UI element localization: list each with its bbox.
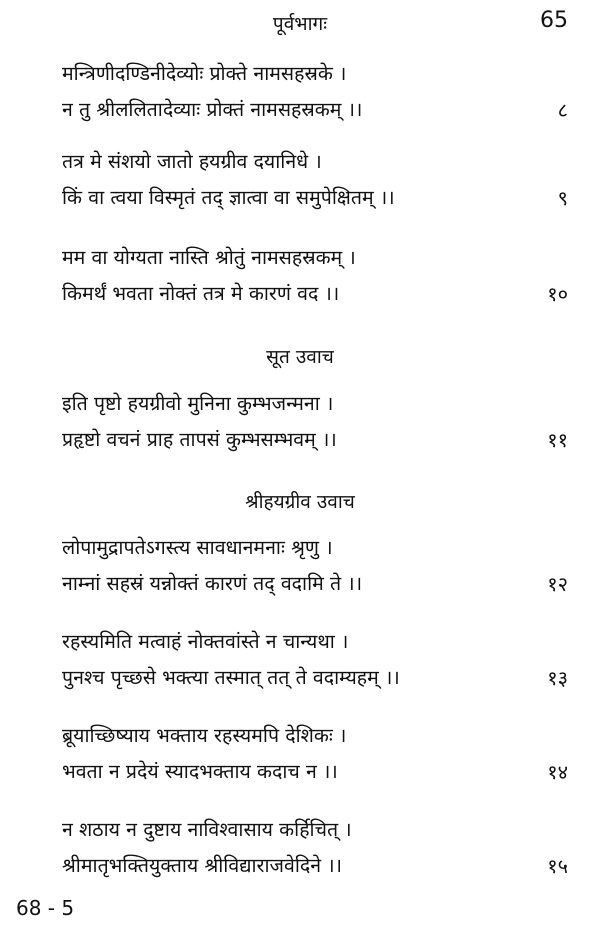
verse-line: न तु श्रीललितादेव्याः प्रोक्तं नामसहस्रकम् ।। ८ bbox=[62, 92, 582, 128]
verse-8 bbox=[62, 56, 582, 128]
verse-12 bbox=[62, 530, 582, 602]
verse-number: ११ bbox=[547, 428, 568, 452]
verse-number: ९ bbox=[557, 186, 568, 210]
verse-line: किं वा त्वया विस्मृतं तद् ज्ञात्वा वा समुपेक्षितम् ।। ९ bbox=[62, 180, 582, 216]
verse-line: किमर्थं भवता नोक्तं तत्र मे कारणं वद ।। १० bbox=[62, 276, 582, 312]
verse-line: लोपामुद्रापतेऽगस्त्य सावधानमनाः श्रृणु । bbox=[62, 536, 333, 559]
verse-line: मन्त्रिणीदण्डिनीदेव्योः प्रोक्ते नामसहस्रके । bbox=[62, 62, 347, 85]
verse-11 bbox=[62, 386, 582, 458]
footer-label: 68 - 5 bbox=[16, 896, 75, 920]
verse-number: १५ bbox=[547, 854, 568, 878]
verse-number: १० bbox=[547, 282, 568, 306]
verse-number: १२ bbox=[547, 572, 568, 596]
verse-line: तत्र मे संशयो जातो हयग्रीव दयानिधे । bbox=[62, 150, 322, 173]
verse-line: प्रहृष्टो वचनं प्राह तापसं कुम्भसम्भवम् ।। ११ bbox=[62, 422, 582, 458]
verse-number: १३ bbox=[547, 666, 568, 690]
verse-line: नाम्नां सहस्रं यन्नोक्तं कारणं तद् वदामि ते ।। १२ bbox=[62, 566, 582, 602]
verse-14 bbox=[62, 718, 582, 790]
verse-9 bbox=[62, 144, 582, 216]
section-heading-suta: सूत उवाच bbox=[266, 346, 334, 368]
verse-line: श्रीमातृभक्तियुक्ताय श्रीविद्याराजवेदिने ।। १५ bbox=[62, 848, 582, 884]
verse-13 bbox=[62, 624, 582, 696]
verse-line: रहस्यमिति मत्वाहं नोक्तवांस्ते न चान्यथा । bbox=[62, 630, 349, 653]
section-heading-hayagriva: श्रीहयग्रीव उवाच bbox=[245, 491, 355, 513]
verse-number: ८ bbox=[557, 98, 568, 122]
verse-line: इति पृष्टो हयग्रीवो मुनिना कुम्भजन्मना । bbox=[62, 392, 334, 415]
verse-15 bbox=[62, 812, 582, 884]
verse-line: पुनश्च पृच्छसे भक्त्या तस्मात् तत् ते वदाम्यहम् ।। १३ bbox=[62, 660, 582, 696]
verse-number: १४ bbox=[547, 760, 568, 784]
page-number: 65 bbox=[540, 8, 568, 33]
verse-line: मम वा योग्यता नास्ति श्रोतुं नामसहस्रकम् । bbox=[62, 246, 356, 269]
verse-line: ब्रूयाच्छिष्याय भक्ताय रहस्यमपि देशिकः । bbox=[62, 724, 347, 747]
verse-line: भवता न प्रदेयं स्यादभक्ताय कदाच न ।। १४ bbox=[62, 754, 582, 790]
verse-10 bbox=[62, 240, 582, 312]
page-header-title: पूर्वभागः bbox=[272, 13, 328, 35]
verse-line: न शठाय न दुष्टाय नाविश्वासाय कर्हिचित् । bbox=[62, 818, 352, 841]
